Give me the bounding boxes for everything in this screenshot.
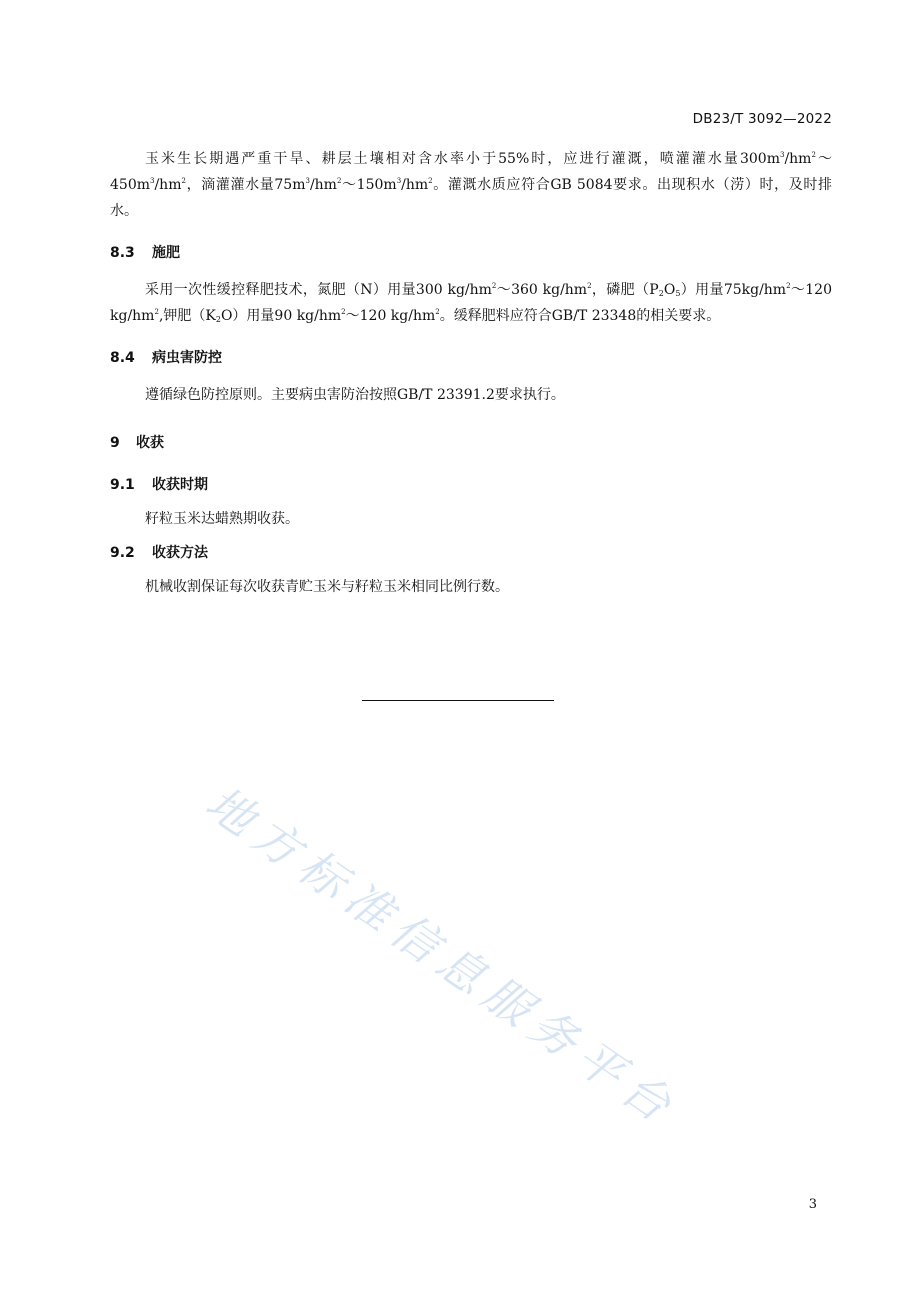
superscript: 3 — [150, 177, 155, 185]
section-number: 8.3 — [110, 245, 135, 261]
section-title: 收获 — [136, 435, 164, 451]
text-run: ～150m — [341, 177, 397, 193]
harvest-method-paragraph: 机械收割保证每次收获青贮玉米与籽粒玉米相同比例行数。 — [145, 579, 509, 595]
section-title: 病虫害防控 — [152, 350, 222, 366]
harvest-time-paragraph: 籽粒玉米达蜡熟期收获。 — [145, 511, 299, 527]
text-run: 玉米生长期遇严重干旱、耕层土壤相对含水率小于55%时，应进行灌溉，喷灌灌水量300m — [145, 151, 780, 167]
text-run: ）用量75kg/hm — [680, 282, 787, 298]
superscript: 3 — [779, 151, 785, 159]
superscript: 2 — [786, 282, 791, 290]
pest-control-paragraph: 遵循绿色防控原则。主要病虫害防治按照GB/T 23391.2要求执行。 — [145, 387, 565, 403]
section-heading-8-3 — [110, 242, 832, 264]
superscript: 3 — [305, 177, 310, 185]
text-run: ～120 kg/hm — [110, 282, 832, 324]
watermark: 地方标准信息服务平台 — [196, 775, 689, 1138]
end-of-text-rule — [362, 700, 554, 701]
section-number: 9.2 — [110, 545, 135, 561]
subscript: 2 — [658, 289, 664, 298]
superscript: 2 — [336, 177, 342, 185]
section-title: 施肥 — [152, 245, 180, 261]
section-heading-9-2 — [110, 542, 832, 564]
section-heading-9-1 — [110, 474, 832, 496]
section-number: 8.4 — [110, 350, 135, 366]
section-title: 收获时期 — [152, 477, 208, 493]
text-run: ～360 kg/hm — [496, 282, 588, 298]
section-number: 9.1 — [110, 477, 135, 493]
section-heading-8-4 — [110, 347, 832, 369]
superscript: 2 — [491, 282, 497, 290]
section-heading-9 — [110, 432, 832, 454]
superscript: 2 — [154, 308, 159, 316]
section-title: 收获方法 — [152, 545, 208, 561]
text-run: 采用一次性缓控释肥技术，氮肥（N）用量300 kg/hm — [145, 282, 492, 298]
text-run: 。缓释肥料应符合GB/T 23348的相关要求。 — [439, 308, 721, 324]
text-run: ～450m — [110, 151, 832, 193]
superscript: 2 — [587, 282, 592, 290]
text-run: ，磷肥（P — [591, 282, 659, 298]
superscript: 2 — [428, 177, 433, 185]
document-body — [110, 146, 832, 600]
text-run: ，滴灌灌水量75m — [185, 177, 306, 193]
text-run: /hm — [309, 177, 337, 193]
text-run: ～120 kg/hm — [345, 308, 436, 324]
superscript: 2 — [181, 177, 186, 185]
superscript: 3 — [396, 177, 402, 185]
document-code-header: DB23/T 3092—2022 — [692, 111, 832, 127]
section-number: 9 — [110, 435, 120, 451]
text-run: /hm — [784, 151, 812, 167]
subscript: 2 — [215, 315, 221, 324]
text-run: O）用量90 kg/hm — [220, 308, 342, 324]
superscript: 2 — [341, 308, 346, 316]
fertilization-paragraph — [110, 277, 832, 329]
text-run: O — [663, 282, 676, 298]
text-run: 。灌溉水质应符合GB 5084要求。出现积水（涝）时，及时排水。 — [110, 177, 832, 219]
text-run: /hm — [154, 177, 182, 193]
subscript: 5 — [675, 289, 681, 298]
irrigation-paragraph — [110, 146, 832, 224]
page-number: 3 — [808, 1197, 817, 1212]
text-run: /hm — [401, 177, 429, 193]
text-run: ,钾肥（K — [158, 308, 216, 324]
superscript: 2 — [811, 151, 816, 159]
superscript: 2 — [435, 308, 440, 316]
